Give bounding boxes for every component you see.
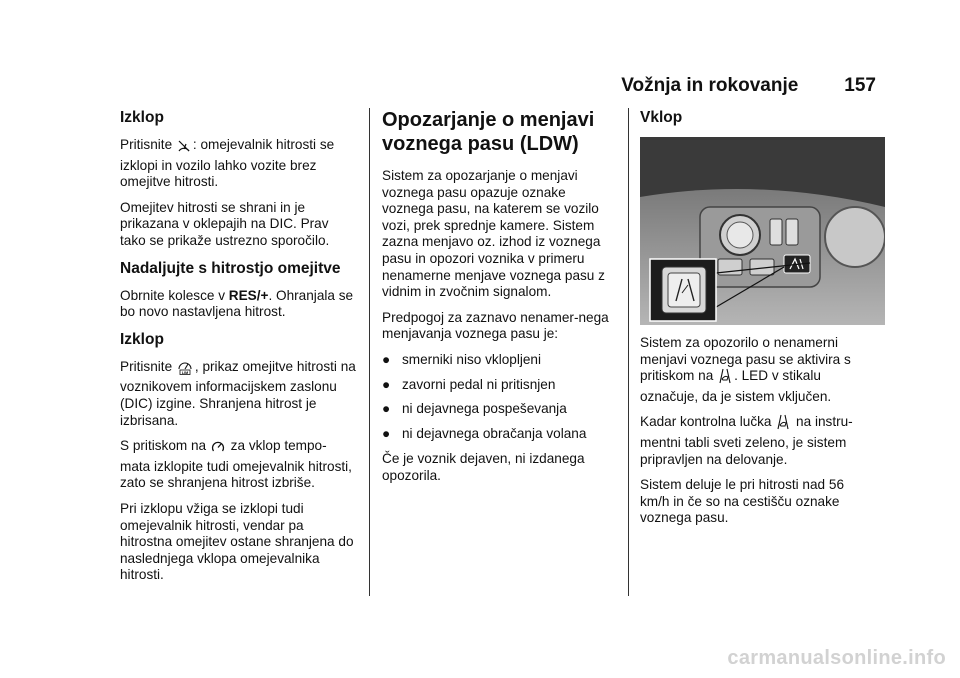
conditions-list xyxy=(382,352,618,442)
paragraph-izklop-vziga: Pri izklopu vžiga se izklopi tudi omejevalnik hitrosti, vendar pa hitrostna omejitev ostane shranjena do naslednjega vklopa omejevalnika hitrosti. xyxy=(120,500,354,583)
watermark: carmanualsonline.info xyxy=(727,647,946,669)
paragraph-omejitev-shranjena: Omejitev hitrosti se shrani in je prikazana v oklepajih na DIC. Prav tako se prikaže ustrezno sporočilo. xyxy=(120,199,330,248)
paragraph-kontrolna-lucka: Kadar kontrolna lučka na instru-mentni tabli sveti zeleno, je sistem pripravljen na delovanje. xyxy=(640,414,853,467)
dashboard-switch-photo xyxy=(640,137,885,325)
list-item: ● ni dejavnega pospeševanja xyxy=(382,401,567,417)
speed-limiter-lim-icon xyxy=(177,359,193,380)
column-1 xyxy=(120,108,356,593)
heading-izklop-2: Izklop xyxy=(120,330,164,348)
cruise-control-icon xyxy=(211,440,225,459)
svg-text:LIM: LIM xyxy=(181,370,188,375)
heading-nadaljujte: Nadaljujte s hitrostjo omejitve xyxy=(120,259,341,277)
list-item: ● smerniki niso vklopljeni xyxy=(382,351,542,367)
speed-limiter-off-icon xyxy=(177,139,191,158)
paragraph-hitrost-56: Sistem deluje le pri hitrosti nad 56 km/h in če so na cestišču oznake voznega pasu. xyxy=(640,477,845,526)
page-number: 157 xyxy=(844,75,876,96)
res-plus-label: RES/+ xyxy=(228,287,269,303)
paragraph-predpogoj: Predpogoj za zaznavo nenamer-nega menjavanja voznega pasu je: xyxy=(382,309,609,342)
heading-izklop-1: Izklop xyxy=(120,109,164,126)
paragraph-nadaljujte: Obrnite kolesce v RES/+. Ohranjala se bo novo nastavljena hitrost. xyxy=(120,287,354,320)
column-3 xyxy=(640,108,876,536)
lane-departure-icon xyxy=(718,368,732,389)
section-title: Vožnja in rokovanje xyxy=(621,75,799,96)
paragraph-tempomat: S pritiskom na za vklop tempo-mata izklopite tudi omejevalnik hitrosti, zato se shranjena hitrost izbriše. xyxy=(120,438,352,491)
paragraph-vklop: Sistem za opozorilo o nenamerni menjavi voznega pasu se aktivira s pritiskom na . LED v stikalu označuje, da je sistem vključen. xyxy=(640,335,851,404)
page-header xyxy=(620,72,876,100)
heading-vklop: Vklop xyxy=(640,109,683,126)
lane-departure-icon xyxy=(776,414,790,435)
list-item: ● ni dejavnega obračanja volana xyxy=(382,425,587,441)
paragraph-izklop-1: Pritisnite : omejevalnik hitrosti se izklopi in vozilo lahko vozite brez omejitve hitrosti. xyxy=(120,137,335,190)
list-item: ● zavorni pedal ni pritisnjen xyxy=(382,376,556,392)
paragraph-ldw-intro: Sistem za opozarjanje o menjavi voznega pasu opazuje oznake voznega pasu, na katerem se vozilo vozi, prek sprednje kamere. Sistem zazna menjavo oz. izhod iz voznega pasu in opozori voznika v primeru nenamerne menjave voznega pasu z vidnim in zvočnim signalom. xyxy=(382,168,605,300)
column-divider-1 xyxy=(369,108,370,596)
paragraph-izklop-2: Pritisnite LIM , prikaz omejitve hitrosti na voznikovem informacijskem zaslonu (DIC) izgine. Shranjena hitrost je izbrisana. xyxy=(120,358,356,428)
section-title-ldw: Opozarjanje o menjavi voznega pasu (LDW) xyxy=(382,109,595,155)
paragraph-voznik-dejaven: Če je voznik dejaven, ni izdanega opozorila. xyxy=(382,451,585,483)
column-divider-2 xyxy=(628,108,629,596)
column-2 xyxy=(382,108,618,494)
